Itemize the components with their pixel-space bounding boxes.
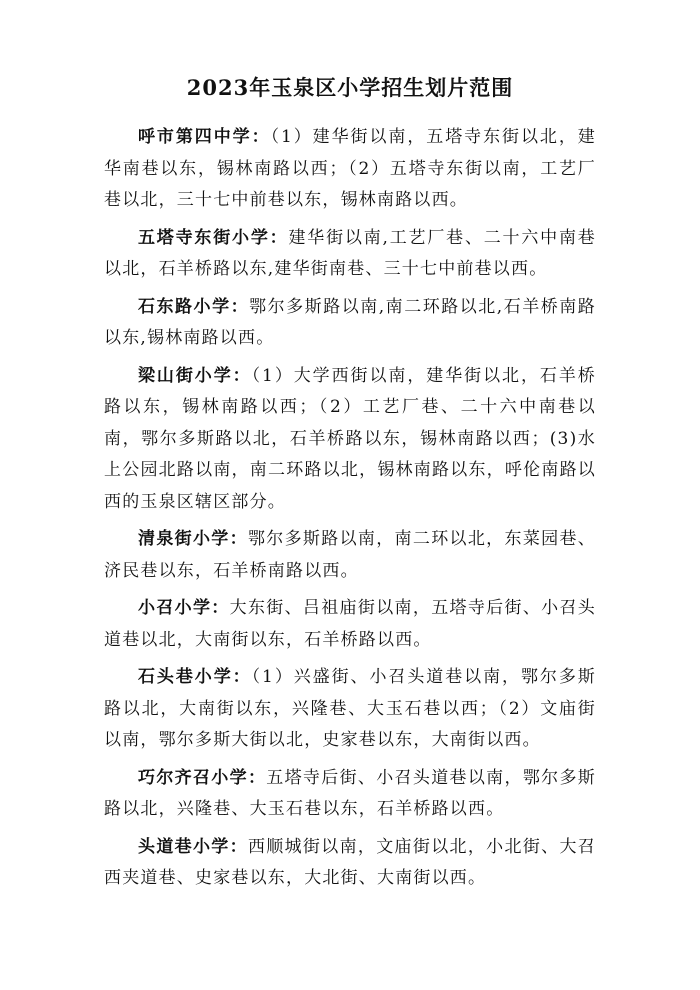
entry-paragraph <box>104 763 596 826</box>
document-body <box>104 122 596 901</box>
entry-paragraph <box>104 361 596 519</box>
school-range: 鄂尔多斯路以南，南二环以北，东菜园巷、济民巷以东，石羊桥南路以西。 <box>104 529 596 581</box>
school-name: 小召小学： <box>138 598 230 618</box>
school-name: 清泉街小学： <box>138 529 248 549</box>
entry-paragraph <box>104 662 596 757</box>
entry-paragraph <box>104 593 596 656</box>
school-range: （1）大学西街以南，建华街以北，石羊桥路以东，锡林南路以西；（2）工艺厂巷、二十六中南巷以南，鄂尔多斯路以北，石羊桥路以东，锡林南路以西；(3)水上公园北路以南，南二环路以北，锡林南路以东，呼伦南路以西的玉泉区辖区部分。 <box>104 365 596 512</box>
school-range: 大东街、吕祖庙街以南，五塔寺后街、小召头道巷以北，大南街以东，石羊桥路以西。 <box>104 598 596 650</box>
document-title: 2023年玉泉区小学招生划片范围 <box>186 75 514 100</box>
school-range: 鄂尔多斯路以南,南二环路以北,石羊桥南路以东,锡林南路以西。 <box>104 296 596 348</box>
school-range: 五塔寺后街、小召头道巷以南，鄂尔多斯路以北，兴隆巷、大玉石巷以东，石羊桥路以西。 <box>104 767 596 819</box>
entry-paragraph <box>104 223 596 286</box>
entry-paragraph <box>104 292 596 355</box>
school-range: （1）兴盛街、小召头道巷以南，鄂尔多斯路以北，大南街以东，兴隆巷、大玉石巷以西；（2）文庙街以南，鄂尔多斯大街以北，史家巷以东，大南街以西。 <box>104 667 596 750</box>
entry-paragraph <box>104 832 596 895</box>
school-name: 石头巷小学： <box>138 667 252 687</box>
school-name: 巧尔齐召小学： <box>138 767 267 788</box>
school-name: 石东路小学： <box>138 296 250 317</box>
school-range: （1）建华街以南，五塔寺东街以北，建华南巷以东，锡林南路以西；（2）五塔寺东街以南，工艺厂巷以北，三十七中前巷以东，锡林南路以西。 <box>104 127 596 210</box>
school-name: 五塔寺东街小学： <box>138 227 289 248</box>
school-range: 西顺城街以南，文庙街以北，小北街、大召西夹道巷、史家巷以东，大北街、大南街以西。 <box>104 836 596 888</box>
school-range: 建华街以南,工艺厂巷、二十六中南巷以北，石羊桥路以东,建华街南巷、三十七中前巷以西。 <box>104 227 596 279</box>
school-name: 头道巷小学： <box>138 836 248 857</box>
entry-paragraph <box>104 524 596 587</box>
school-name: 梁山街小学： <box>138 365 252 386</box>
school-name: 呼市第四中学： <box>138 127 271 147</box>
entry-paragraph <box>104 122 596 217</box>
